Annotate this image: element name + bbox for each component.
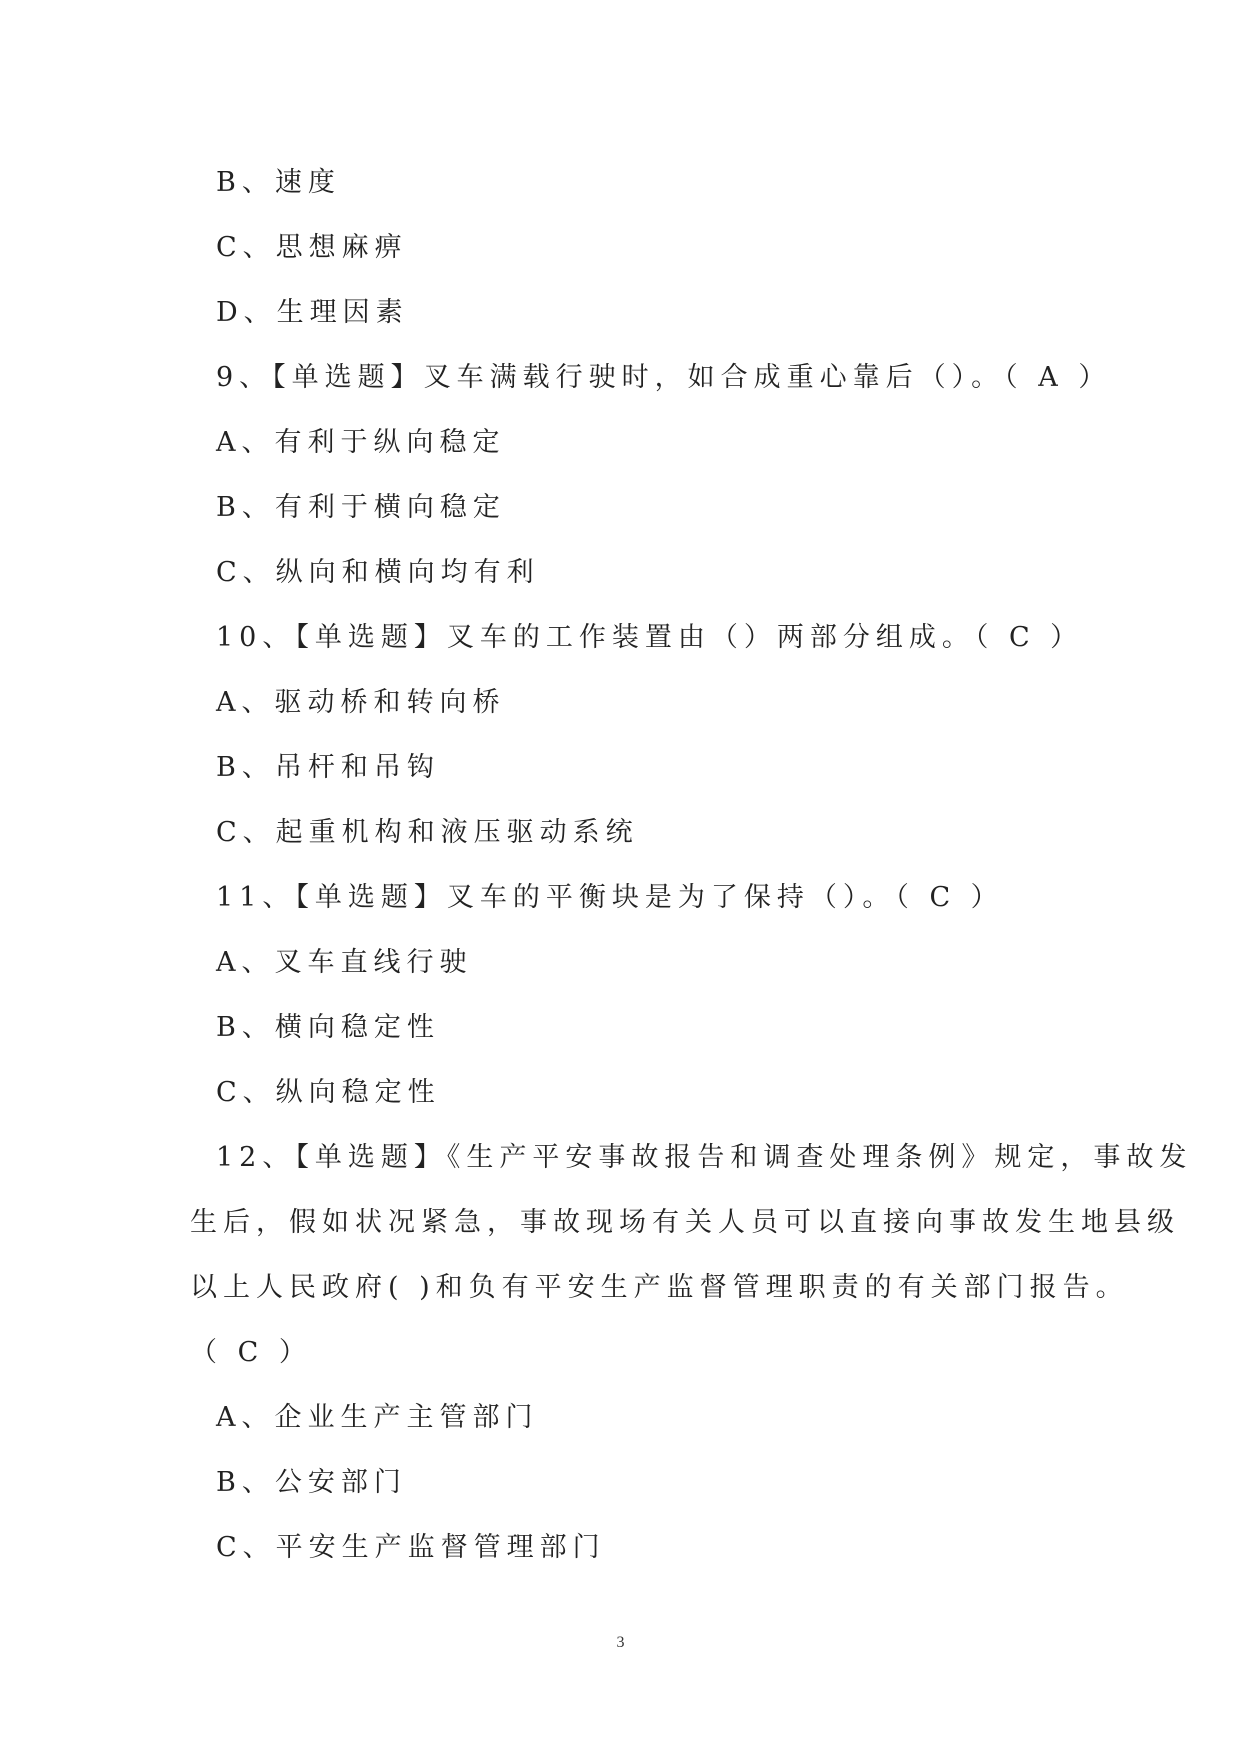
page-number: 3 — [616, 1634, 625, 1651]
question-12-line-2: 生后，假如状况紧急，事故现场有关人员可以直接向事故发生地县级 — [190, 1207, 1180, 1238]
question-12-line-3: 以上人民政府( )和负有平安生产监督管理职责的有关部门报告。 — [190, 1272, 1129, 1303]
q10-option-b: B、吊杆和吊钩 — [216, 752, 440, 783]
q9-option-b: B、有利于横向稳定 — [216, 492, 506, 523]
question-10: 10、【单选题】叉车的工作装置由（）两部分组成。（ C ） — [216, 622, 1084, 653]
q12-option-a: A、企业生产主管部门 — [216, 1402, 539, 1433]
question-9: 9、【单选题】叉车满载行驶时，如合成重心靠后（）。（ A ） — [216, 362, 1112, 393]
question-12-line-1: 12、【单选题】《生产平安事故报告和调查处理条例》规定，事故发 — [216, 1142, 1193, 1173]
q8-option-c: C、思想麻痹 — [216, 232, 408, 263]
q11-option-a: A、叉车直线行驶 — [216, 947, 473, 978]
q9-option-a: A、有利于纵向稳定 — [216, 427, 506, 458]
q10-option-a: A、驱动桥和转向桥 — [216, 687, 506, 718]
q8-option-b: B、速度 — [216, 167, 341, 198]
q10-option-c: C、起重机构和液压驱动系统 — [216, 817, 639, 848]
q9-option-c: C、纵向和横向均有利 — [216, 557, 540, 588]
q12-option-c: C、平安生产监督管理部门 — [216, 1532, 606, 1563]
q11-option-c: C、纵向稳定性 — [216, 1077, 441, 1108]
question-11: 11、【单选题】叉车的平衡块是为了保持（）。（ C ） — [216, 882, 1004, 913]
q8-option-d: D、生理因素 — [216, 297, 409, 328]
q11-option-b: B、横向稳定性 — [216, 1012, 440, 1043]
q12-option-b: B、公安部门 — [216, 1467, 407, 1498]
question-12-answer: （ C ） — [190, 1337, 312, 1368]
